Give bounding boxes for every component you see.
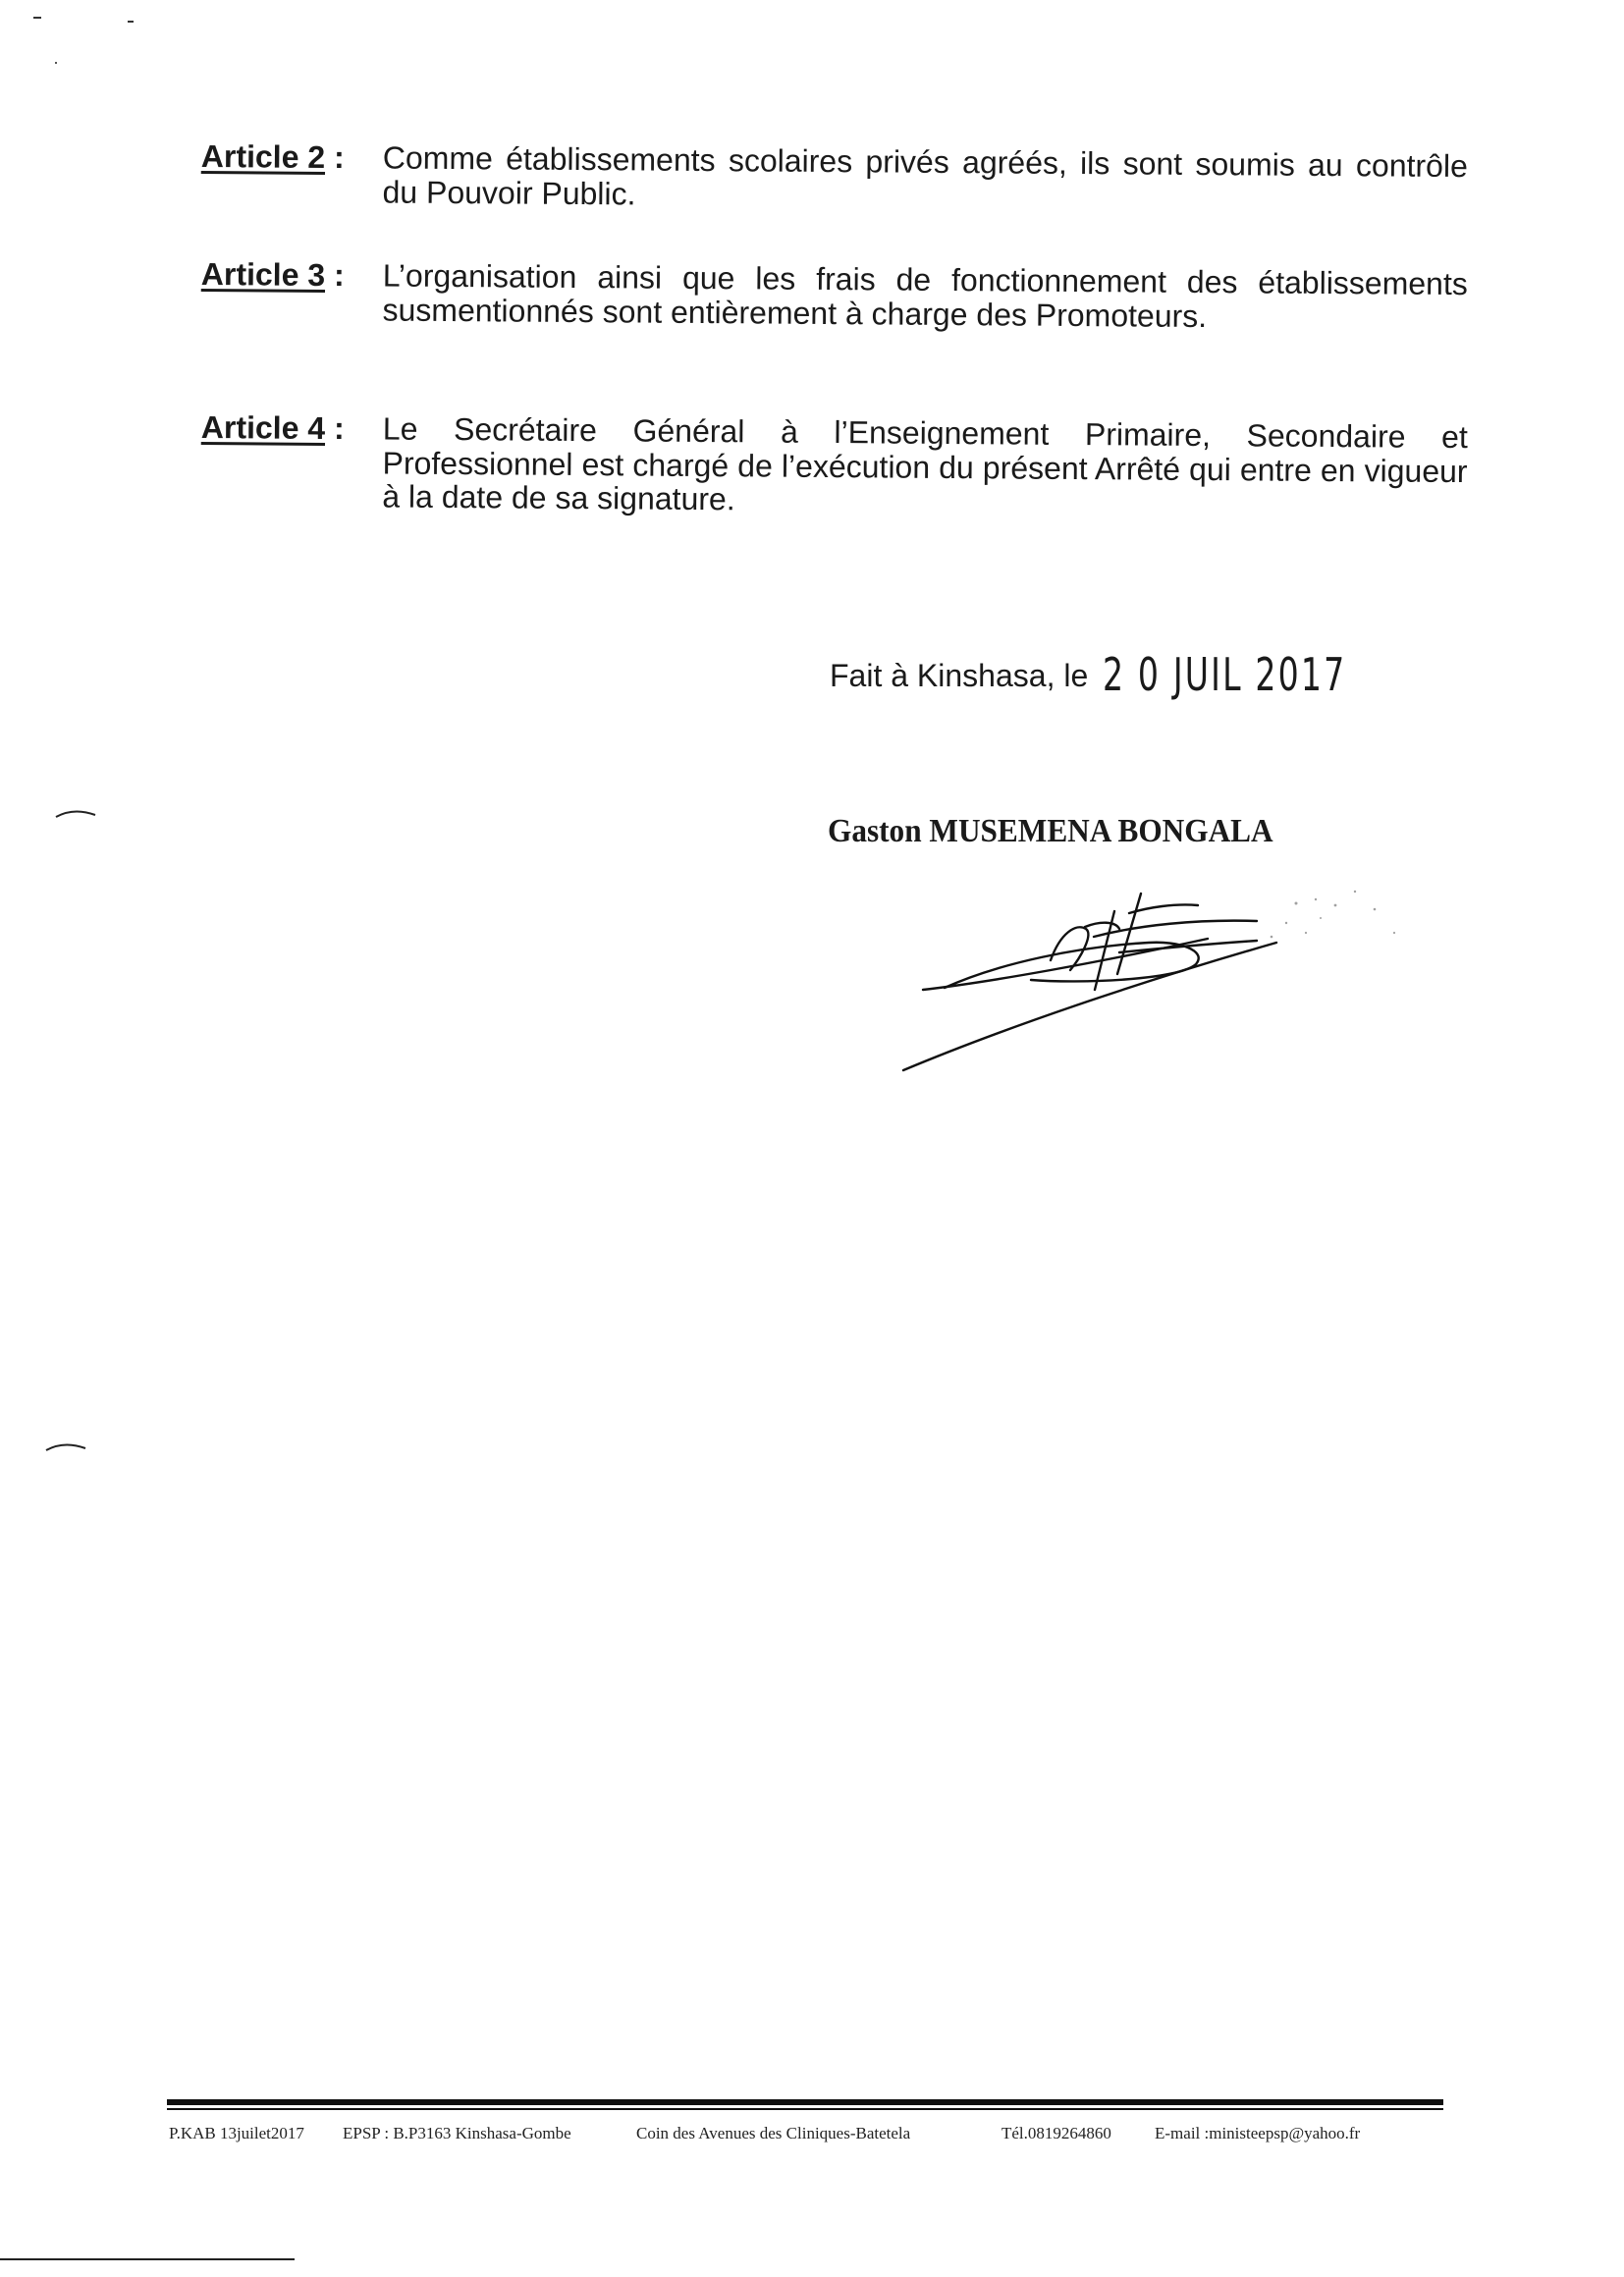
- article-4: [200, 409, 1468, 517]
- footer-location: Coin des Avenues des Cliniques-Batetela: [636, 2124, 911, 2142]
- article-label: Article 2 :: [200, 138, 345, 176]
- place-date-line: [830, 648, 1441, 701]
- article-3: [200, 256, 1468, 334]
- article-text: Comme établissements scolaires privés agréés, ils sont soumis au contrôle du Pouvoir Public.: [382, 139, 1468, 212]
- article-label: Article 3 :: [200, 256, 345, 294]
- signatory-name: Gaston MUSEMENA BONGALA: [828, 813, 1273, 849]
- footer: [169, 2124, 1445, 2149]
- article-label: Article 4 :: [200, 409, 345, 447]
- footer-rule: [167, 2099, 1443, 2105]
- article-text: L’organisation ainsi que les frais de fonctionnement des établissements susmentionnés sont entièrement à charge des Promoteurs.: [382, 257, 1468, 334]
- footer-rule-thin: [167, 2108, 1443, 2110]
- date-stamp: 2 0 JUIL 2017: [1103, 648, 1347, 701]
- signature-image: [884, 864, 1434, 1100]
- margin-mark: [44, 1438, 93, 1458]
- article-text: Le Secrétaire Général à l’Enseignement Primaire, Secondaire et Professionnel est chargé de l’exécution du présent Arrêté qui entre en vigueur à la date de sa signature.: [382, 410, 1468, 517]
- article-2: [200, 138, 1468, 212]
- margin-mark: [54, 805, 103, 825]
- place-text: Fait à Kinshasa, le: [830, 658, 1089, 693]
- footer-ref: P.KAB 13juilet2017: [169, 2124, 304, 2142]
- footer-address: EPSP : B.P3163 Kinshasa-Gombe: [343, 2124, 571, 2142]
- scan-mark: [20, 8, 147, 67]
- footer-phone: Tél.0819264860: [1001, 2124, 1111, 2142]
- bottom-edge-line: [0, 2258, 295, 2260]
- footer-email: E-mail :ministeepsp@yahoo.fr: [1155, 2124, 1361, 2142]
